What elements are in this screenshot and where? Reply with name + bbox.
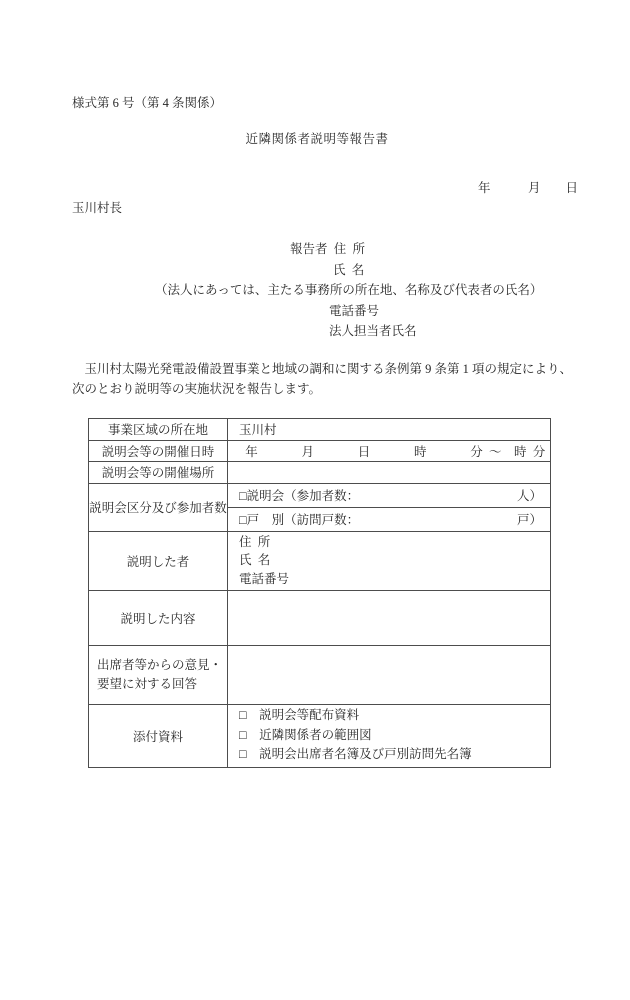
attachment-gap bbox=[247, 708, 260, 722]
meeting-datetime-value: 年 月 日 時 分 ～ 時 分 bbox=[228, 440, 551, 461]
option2-left bbox=[239, 510, 359, 528]
attachment-item-1 bbox=[239, 706, 550, 726]
explainer-phone-label: 電話番号 bbox=[239, 571, 290, 586]
attachment-gap bbox=[247, 747, 260, 761]
attachment-text-2: 近隣関係者の範囲図 bbox=[259, 727, 372, 742]
attachment-item-2 bbox=[239, 726, 550, 746]
explained-content-value bbox=[228, 591, 551, 646]
option1-text: 説明会（参加者数： bbox=[246, 489, 360, 503]
attachment-gap bbox=[247, 728, 260, 742]
intro-line-1: 玉川村太陽光発電設備設置事業と地域の調和に関する条例第 9 条第 1 項の規定により、 bbox=[72, 361, 573, 376]
row-meeting-datetime bbox=[89, 440, 551, 461]
explainer-address-label: 住 所 bbox=[239, 534, 271, 549]
meeting-place-value bbox=[228, 461, 551, 483]
reporter-phone-label: 電話番号 bbox=[329, 303, 380, 318]
intro-paragraph bbox=[72, 359, 578, 400]
date-line: 年 月 日 bbox=[477, 181, 578, 195]
opinions-label-line2: 要望に対する回答 bbox=[97, 677, 198, 691]
checkbox-icon: □ bbox=[239, 727, 247, 742]
row-explained-content bbox=[89, 591, 551, 646]
meeting-type-option1-cell bbox=[228, 483, 551, 507]
explainer-value-cell bbox=[228, 531, 551, 591]
option2-text: 戸 別（訪問戸数： bbox=[246, 513, 360, 527]
meeting-place-label: 説明会等の開催場所 bbox=[89, 461, 228, 483]
meeting-type-option2-cell bbox=[228, 507, 551, 531]
reporter-address-label: 住 所 bbox=[333, 242, 366, 256]
checkbox-icon: □ bbox=[239, 747, 247, 761]
reporter-corporate-note: （法人にあっては、主たる事務所の所在地、名称及び代表者の氏名） bbox=[155, 283, 543, 297]
reporter-address-line bbox=[72, 239, 578, 260]
row-attachments bbox=[89, 705, 551, 768]
opinions-label bbox=[89, 646, 228, 705]
option1-left bbox=[239, 486, 359, 504]
attachment-text-1: 説明会等配布資料 bbox=[259, 708, 360, 722]
option2-suffix: 戸） bbox=[516, 513, 542, 527]
addressee: 玉川村長 bbox=[72, 201, 123, 215]
document-page bbox=[0, 97, 630, 1000]
explainer-label: 説明した者 bbox=[89, 531, 228, 591]
reporter-name-label: 氏 名 bbox=[333, 262, 365, 277]
checkbox-icon: □ bbox=[239, 489, 247, 503]
report-table bbox=[88, 418, 551, 768]
row-meeting-type-option1 bbox=[89, 483, 551, 507]
row-business-area bbox=[89, 418, 551, 440]
opinions-value bbox=[228, 646, 551, 705]
attachment-item-3 bbox=[239, 745, 550, 765]
checkbox-icon: □ bbox=[239, 513, 247, 527]
reporter-contact-label: 法人担当者氏名 bbox=[329, 324, 417, 338]
intro-line-2: 次のとおり説明等の実施状況を報告します。 bbox=[72, 382, 322, 396]
explainer-name-label: 氏 名 bbox=[239, 553, 271, 567]
meeting-type-label: 説明会区分及び参加者数 bbox=[89, 483, 228, 531]
meeting-datetime-label: 説明会等の開催日時 bbox=[89, 440, 228, 461]
row-meeting-place bbox=[89, 461, 551, 483]
option1-suffix: 人） bbox=[516, 489, 542, 503]
form-number: 様式第 6 号（第 4 条関係） bbox=[72, 96, 223, 110]
business-area-label: 事業区域の所在地 bbox=[89, 418, 228, 440]
reporter-label: 報告者 bbox=[290, 242, 328, 256]
row-explainer bbox=[89, 531, 551, 591]
reporter-block bbox=[72, 239, 578, 342]
attachment-text-3: 説明会出席者名簿及び戸別訪問先名簿 bbox=[259, 747, 472, 761]
row-opinions bbox=[89, 646, 551, 705]
document-title: 近隣関係者説明等報告書 bbox=[245, 132, 389, 146]
business-area-value: 玉川村 bbox=[228, 418, 551, 440]
checkbox-icon: □ bbox=[239, 708, 247, 722]
attachments-value-cell bbox=[228, 705, 551, 768]
attachments-label: 添付資料 bbox=[89, 705, 228, 768]
explained-content-label: 説明した内容 bbox=[89, 591, 228, 646]
opinions-label-line1: 出席者等からの意見・ bbox=[97, 658, 223, 672]
